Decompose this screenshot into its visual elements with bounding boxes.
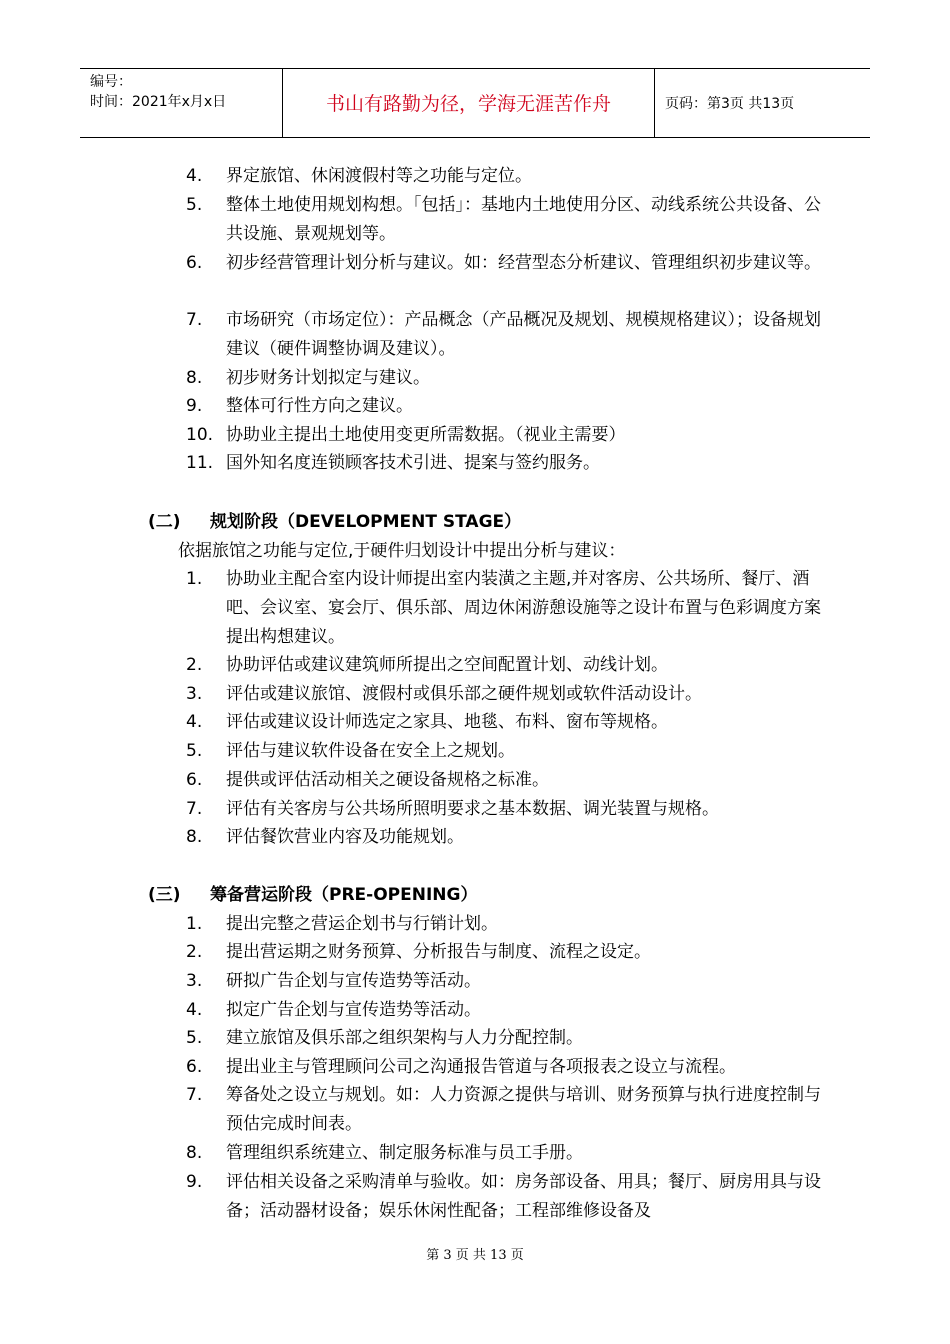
list-item-text: 评估有关客房与公共场所照明要求之基本数据、调光装置与规格。: [226, 799, 719, 819]
list-item-text: 提出业主与管理顾问公司之沟通报告管道与各项报表之设立与流程。: [226, 1057, 736, 1077]
list-item-text: 界定旅馆、休闲渡假村等之功能与定位。: [226, 166, 532, 186]
list-item-text: 提出营运期之财务预算、分析报告与制度、流程之设定。: [226, 942, 651, 962]
list-item-number: 6.: [186, 1057, 203, 1077]
list-item-number: 7.: [186, 310, 203, 330]
list-item-text: 协助业主提出土地使用变更所需数据。（视业主需要）: [226, 425, 626, 445]
list-item-text: 国外知名度连锁顾客技术引进、提案与签约服务。: [226, 453, 600, 473]
section-title: 规划阶段（DEVELOPMENT STAGE）: [210, 512, 522, 532]
list-item-number: 7.: [186, 1085, 203, 1105]
list-item-number: 10.: [186, 425, 214, 445]
list-item-text: 研拟广告企划与宣传造势等活动。: [226, 971, 481, 991]
list-item-text: 协助业主配合室内设计师提出室内装潢之主题,并对客房、公共场所、餐厅、酒吧、会议室、宴会厅、俱乐部、周边休闲游憩设施等之设计布置与色彩调度方案提出构想建议。: [226, 569, 821, 647]
list-item-text: 初步财务计划拟定与建议。: [226, 368, 430, 388]
list-item-number: 6.: [186, 770, 203, 790]
section-title: 筹备营运阶段（PRE-OPENING）: [210, 885, 478, 905]
list-item-number: 5.: [186, 195, 203, 215]
list-item-number: 7.: [186, 799, 203, 819]
list-item-text: 评估或建议旅馆、渡假村或俱乐部之硬件规划或软件活动设计。: [226, 684, 702, 704]
list-item-number: 6.: [186, 253, 203, 273]
list-item-number: 11.: [186, 453, 214, 473]
list-item-number: 4.: [186, 166, 203, 186]
list-item-number: 1.: [186, 914, 203, 934]
list-item-text: 协助评估或建议建筑师所提出之空间配置计划、动线计划。: [226, 655, 668, 675]
list-item-text: 评估餐饮营业内容及功能规划。: [226, 827, 464, 847]
header-motto-cell: [283, 69, 655, 137]
list-item-number: 4.: [186, 712, 203, 732]
list-item-text: 市场研究（市场定位）：产品概念（产品概况及规划、规模规格建议）；设备规划建议（硬件调整协调及建议）。: [226, 310, 821, 359]
list-item-number: 8.: [186, 827, 203, 847]
header-motto: 书山有路勤为径，学海无涯苦作舟: [325, 93, 611, 115]
list-item-text: 提出完整之营运企划书与行销计划。: [226, 914, 498, 934]
list-item-number: 5.: [186, 741, 203, 761]
list-item-number: 9.: [186, 396, 203, 416]
list-item-text: 评估或建议设计师选定之家具、地毯、布料、窗布等规格。: [226, 712, 668, 732]
page-footer: 第 3 页 共 13 页: [426, 1248, 524, 1263]
header-info-cell: [80, 69, 283, 137]
list-item-text: 管理组织系统建立、制定服务标准与员工手册。: [226, 1143, 583, 1163]
list-item-number: 4.: [186, 1000, 203, 1020]
list-item-text: 筹备处之设立与规划。如：人力资源之提供与培训、财务预算与执行进度控制与预估完成时间表。: [226, 1085, 821, 1134]
list-item-text: 建立旅馆及俱乐部之组织架构与人力分配控制。: [226, 1028, 583, 1048]
list-item-text: 评估与建议软件设备在安全上之规划。: [226, 741, 515, 761]
list-item-number: 2.: [186, 942, 203, 962]
list-item-text: 提供或评估活动相关之硬设备规格之标准。: [226, 770, 549, 790]
list-item-number: 9.: [186, 1172, 203, 1192]
section-number: (三): [148, 885, 181, 905]
list-item-number: 3.: [186, 684, 203, 704]
list-item-number: 5.: [186, 1028, 203, 1048]
header-page-number: 页码：第3页 共13页: [665, 96, 795, 112]
list-item-text: 评估相关设备之采购清单与验收。如：房务部设备、用具；餐厅、厨房用具与设备；活动器材设备；娱乐休闲性配备；工程部维修设备及: [226, 1172, 821, 1221]
list-item-number: 8.: [186, 1143, 203, 1163]
header-page-cell: [655, 69, 870, 137]
section-intro: 依据旅馆之功能与定位,于硬件归划设计中提出分析与建议：: [178, 541, 626, 561]
list-item-text: 整体土地使用规划构想。「包括」：基地内土地使用分区、动线系统公共设备、公共设施、景观规划等。: [226, 195, 821, 244]
document-time-label: 时间：2021年x月x日: [90, 94, 227, 110]
list-item-text: 拟定广告企划与宣传造势等活动。: [226, 1000, 481, 1020]
page-header: [80, 68, 870, 138]
list-item-number: 2.: [186, 655, 203, 675]
list-item-text: 整体可行性方向之建议。: [226, 396, 413, 416]
section-number: (二): [148, 512, 181, 532]
list-item-number: 8.: [186, 368, 203, 388]
document-number-label: 编号：: [90, 74, 132, 90]
list-item-number: 3.: [186, 971, 203, 991]
list-item-text: 初步经营管理计划分析与建议。如：经营型态分析建议、管理组织初步建议等。: [226, 253, 821, 273]
list-item-number: 1.: [186, 569, 203, 589]
